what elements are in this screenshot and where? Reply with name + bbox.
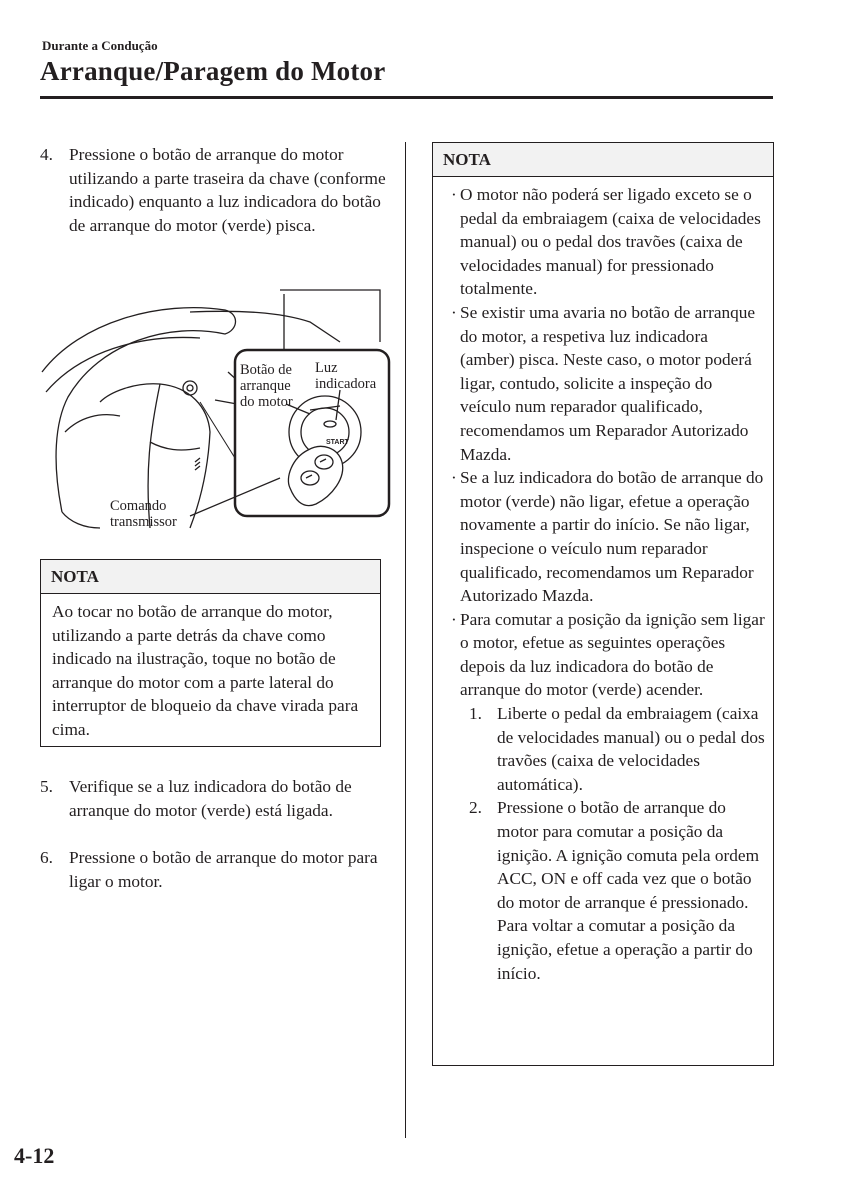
- start-button-illustration: [40, 282, 392, 534]
- bullet-dot: ·: [451, 468, 457, 488]
- substep-text: Liberte o pedal da embraiagem (caixa de velocidades manual) ou o pedal dos travões (caixa de velocidades automática).: [497, 704, 765, 794]
- bullet-text: O motor não poderá ser ligado exceto se o pedal da embraiagem (caixa de velocidades manual) ou o pedal dos travões (caixa de velocidades manual) for pressionado totalmente.: [460, 185, 761, 299]
- step-text: Verifique se a luz indicadora do botão de arranque do motor (verde) está ligada.: [69, 777, 352, 820]
- step-4: [40, 143, 390, 237]
- key-cylinder-icon: [183, 381, 197, 395]
- label-start-button-line2: arranque: [240, 378, 291, 394]
- column-divider: [405, 142, 406, 1138]
- note-substep: [441, 796, 765, 985]
- label-start-button-line1: Botão de: [240, 362, 292, 378]
- page-title: Arranque/Paragem do Motor: [40, 56, 386, 86]
- note-heading: NOTA: [41, 560, 380, 594]
- label-start-button-line3: do motor: [240, 394, 293, 410]
- step-number: 6.: [40, 848, 53, 867]
- note-box-right: [432, 142, 774, 1066]
- steering-wheel-outer: [42, 308, 236, 512]
- section-label: Durante a Condução: [42, 38, 158, 53]
- step-text: Pressione o botão de arranque do motor utilizando a parte traseira da chave (conforme indicado) enquanto a luz indicadora do botão de arranque do motor (verde) pisca.: [69, 145, 386, 235]
- note-substep: [441, 702, 765, 796]
- step-5: [40, 775, 390, 822]
- label-indicator-line1: Luz: [315, 360, 338, 376]
- title-rule: [40, 96, 773, 99]
- note-bullet: [441, 466, 765, 608]
- substep-number: 1.: [469, 704, 482, 724]
- bullet-dot: ·: [451, 609, 457, 629]
- bullet-dot: ·: [451, 302, 457, 322]
- step-text: Pressione o botão de arranque do motor para ligar o motor.: [69, 848, 378, 891]
- label-transmitter-line2: transmissor: [110, 514, 177, 530]
- bullet-text: Se existir uma avaria no botão de arranque do motor, a respetiva luz indicadora (amber) pisca. Neste caso, o motor poderá ligar, contudo, solicite a inspeção do veículo num reparador qualificado, recomendamos um Reparador Autorizado Mazda.: [460, 302, 756, 464]
- step-number: 4.: [40, 145, 53, 164]
- label-transmitter-line1: Comando: [110, 498, 167, 514]
- note-text: Ao tocar no botão de arranque do motor, utilizando a parte detrás da chave como indicado na ilustração, toque no botão de arranque do motor com a parte lateral do interruptor de bloqueio da chave virada para cima.: [52, 602, 359, 739]
- label-indicator-line2: indicadora: [315, 376, 377, 392]
- note-box-left: [40, 559, 381, 747]
- start-text: START: [326, 439, 349, 446]
- bullet-text: Se a luz indicadora do botão de arranque do motor (verde) não ligar, efetue a operação novamente a partir do início. Se não ligar, inspecione o veículo num reparador qualificado, recomendamos um Reparador Autorizado Mazda.: [460, 468, 764, 606]
- note-bullet: [441, 301, 765, 466]
- note-heading: NOTA: [433, 143, 773, 177]
- page-number: 4-12: [14, 1143, 55, 1168]
- bullet-text: Para comutar a posição da ignição sem ligar o motor, efetue as seguintes operações depois da luz indicadora do botão de arranque do motor (verde) acender.: [460, 609, 765, 700]
- bullet-dot: ·: [451, 185, 457, 204]
- note-body: [433, 177, 773, 985]
- substep-number: 2.: [469, 798, 482, 818]
- note-bullet: [441, 608, 765, 702]
- step-number: 5.: [40, 777, 53, 796]
- substep-text: Pressione o botão de arranque do motor para comutar a posição da ignição. A ignição comuta pela ordem ACC, ON e off cada vez que o botão do motor de arranque é pressionado. Para voltar a comutar a posição da ignição, efetue a operação a partir do início.: [497, 798, 760, 983]
- step-6: [40, 846, 390, 893]
- note-bullet: [441, 183, 765, 301]
